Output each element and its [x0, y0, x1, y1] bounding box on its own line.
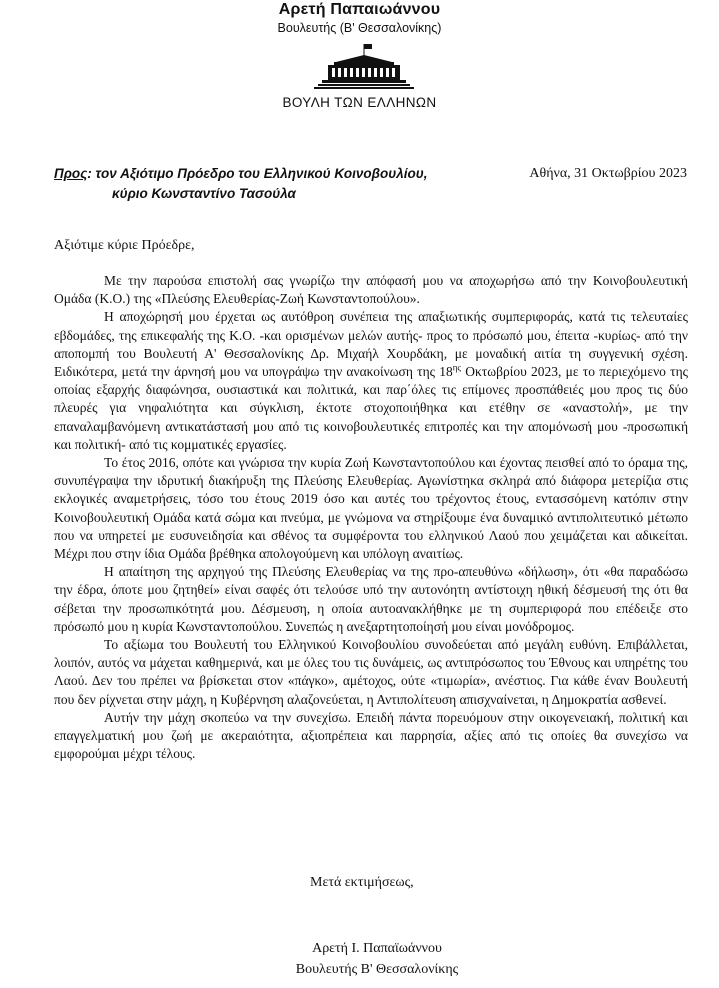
recipient-line-2: κύριο Κωνσταντίνο Τασούλα	[112, 186, 296, 201]
ordinal-suffix: ης	[452, 362, 461, 373]
paragraph-3: Το έτος 2016, οπότε και γνώρισα την κυρία Ζωή Κωνσταντοπούλου και έχοντας πεισθεί από το όραμα της, συνυπέγραψα την ιδρυτική διακήρυξη της Πλεύσης Ελευθερίας. Αγωνίστηκα σκληρά από διάφορα μετερίζια στις εκλογικές αναμετρήσεις, τόσο του έτους 2019 όσο και αυτές του τρέχοντος έτους, εντασσόμενη κατόπιν στην Κοινοβουλευτική Ομάδα κατά σώμα και πνεύμα, με γνώμονα να στηρίξουμε ένα δυναμικό αντιπολιτευτικό μέτωπο που να υπηρετεί με ευσυνειδησία και σθένος τα συμφέροντα του ελληνικού Λαού που χειμάζεται και αδικείται. Μέχρι που στην ίδια Ομάδα βρέθηκα απολογούμενη και υπόλογη αναιτίως.	[54, 455, 688, 562]
paragraph-1: Με την παρούσα επιστολή σας γνωρίζω την απόφασή μου να αποχωρήσω από την Κοινοβουλευτική Ομάδα (Κ.Ο.) της «Πλεύσης Ελευθερίας-Ζωή Κωνσταντοπούλου».	[54, 273, 688, 307]
letterhead-role: Βουλευτής (Β' Θεσσαλονίκης)	[277, 21, 442, 35]
recipient-label: Προς	[54, 166, 88, 181]
recipient-line-1: : τον Αξιότιμο Πρόεδρο του Ελληνικού Κοινοβουλίου,	[87, 166, 428, 181]
letter-body	[54, 272, 688, 763]
paragraph-6: Αυτήν την μάχη σκοπεύω να την συνεχίσω. Επειδή πάντα πορευόμουν στην οικογενειακή, πολιτική και επαγγελματική μου ζωή με ακεραιότητα, αξιοπρέπεια και παρρησία, αξίες από τις οποίες θα συνεχίσω να εμφορούμαι μέχρι τέλους.	[54, 709, 688, 762]
paragraph-5: Το αξίωμα του Βουλευτή του Ελληνικού Κοινοβουλίου συνοδεύεται από μεγάλη ευθύνη. Επιβάλλεται, λοιπόν, αυτός να μάχεται καθημερινά, και με όλες του τις δυνάμεις, ως αντιπρόσωπος του Έθνους και υπηρέτης του Λαού. Δεν του πρέπει να βρίσκεται στον «πάγκο», αμέτοχος, ούτε «τιμωρία», ανέστιος. Για κάθε έναν Βουλευτή που δεν ρίχνεται στην μάχη, η Κυβέρνηση αλαζονεύεται, η Αντιπολίτευση απισχναίνεται, η Δημοκρατία ασθενεί.	[54, 637, 688, 707]
closing: Μετά εκτιμήσεως,	[310, 875, 414, 890]
letter-date: Αθήνα, 31 Οκτωβρίου 2023	[529, 166, 687, 181]
letterhead-institution: ΒΟΥΛΗ ΤΩΝ ΕΛΛΗΝΩΝ	[282, 95, 437, 110]
signature-name: Αρετή Ι. Παπαϊωάννου	[312, 941, 442, 956]
salutation: Αξιότιμε κύριε Πρόεδρε,	[54, 238, 195, 253]
letterhead-name: Αρετή Παπαιωάννου	[278, 1, 441, 18]
paragraph-2-start: Η αποχώρησή μου έρχεται ως αυτόθρoη συνέπεια της απαξιωτικής συμπεριφοράς, κατά τις τελευταίες εβδομάδες, της επικεφαλής της Κ.Ο. -και ορισμένων μελών αυτής- προς το πρόσωπό μου, έπειτα -κυρίως- από την αποπομπή του Βουλευτή Α' Θεσσαλονίκης Δρ. Μιχαήλ Χουρδάκη, με μοναδική αιτία τη συγγενική σχέση. Ειδικότερα, μετά την άρνησή μου να υπογράψω την ανακοίνωση της 18	[54, 309, 688, 380]
paragraph-2	[54, 308, 688, 454]
recipient-block	[54, 164, 474, 204]
signature-role: Βουλευτής Β' Θεσσαλονίκης	[295, 962, 459, 977]
parliament-building-icon	[314, 42, 414, 90]
paragraph-2-end: Οκτωβρίου 2023, με το περιεχόμενο της οποίας εξαρχής διαφώνησα, ουσιαστικά και πολιτικά, και παρ΄όλες τις επίμονες προσπάθειές μου προς τις δύο πλευρές για νηφαλιότητα και σύγκλιση, έκτοτε στοχοποιήθηκα και ετέθην σε «αναστολή», με την επαναλαμβανόμενη αντικατάστασή μου από τις κοινοβουλευτικές επιτροπές και την απομόνωσή μου -προσωπική και πολιτική- από τις κομματικές εργασίες.	[54, 364, 688, 452]
paragraph-4: Η απαίτηση της αρχηγού της Πλεύσης Ελευθερίας να της προ-απευθύνω «δήλωση», ότι «θα παραδώσω την έδρα, όποτε μου ζητηθεί» είναι σαφές ότι τελούσε υπό την αυτονόητη αντίστοιχη ηθική δέσμευσή της ότι θα σέβεται την προσωπικότητά μου. Δέσμευση, η οποία αυτοανακλήθηκε με τη συμπεριφορά που επέδειξε στο πρόσωπό μου η κυρία Κωνσταντοπούλου. Συνεπώς η ανεξαρτητοποίησή μου είναι μονόδρομος.	[54, 564, 688, 634]
